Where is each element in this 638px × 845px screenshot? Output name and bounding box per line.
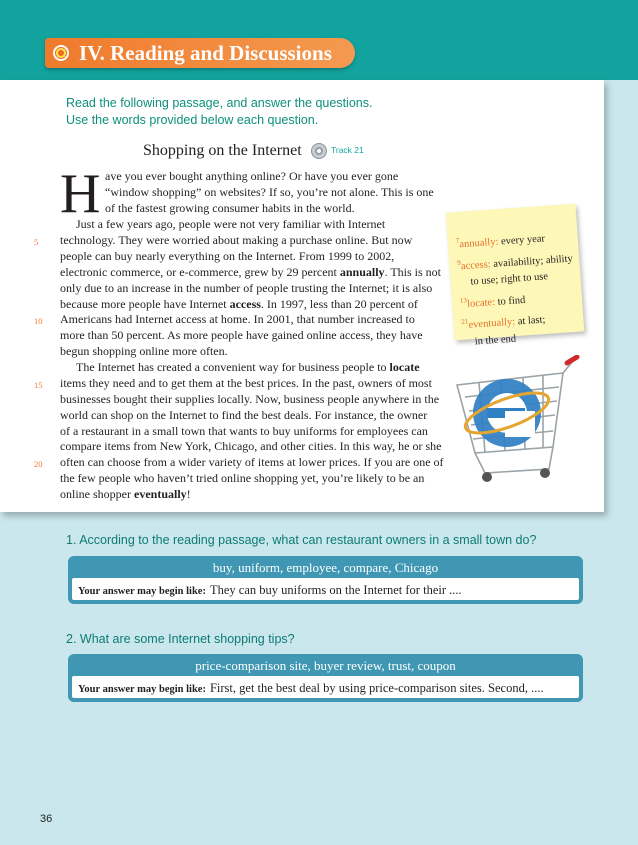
word-list-1: buy, uniform, employee, compare, Chicago — [212, 560, 439, 575]
passage-line: items they need and to get them at the best prices. In the past, owners of most — [60, 376, 432, 390]
instruction-line: Read the following passage, and answer the questions. — [66, 96, 373, 110]
passage-line: technology. They were worried about making a purchase online. But now — [60, 233, 413, 247]
glossary-entry: to use; right to use — [470, 271, 549, 288]
vocab-word: annually — [339, 265, 385, 279]
passage-line: electronic commerce, or e-commerce, grew by 29 percent annually. This is not — [60, 265, 442, 279]
glossary-entry: $^9$access: availability; ability — [456, 252, 574, 272]
answer-prefix: Your answer may begin like: — [78, 684, 206, 695]
vocab-word: eventually — [134, 487, 187, 501]
word-box-2 — [68, 654, 583, 702]
passage-line: often can choose from a wider variety of items at lower prices. If you are one of — [60, 455, 444, 469]
line-number: 15 — [34, 380, 43, 390]
passage-line: businesses bought their supplies locally. Now, business people anywhere in the — [60, 392, 440, 406]
passage-line: The Internet has created a convenient way for business people to locate — [76, 360, 420, 374]
passage-line: compare items from New York, Chicago, and other cities. In this way, he or she — [60, 439, 442, 453]
section-banner — [45, 38, 355, 68]
passage-line: “window shopping” on websites? If so, you’re not alone. This is one — [105, 185, 434, 199]
passage-line: ave you ever bought anything online? Or have you ever gone — [105, 169, 399, 183]
line-number: 5 — [34, 237, 39, 247]
passage-line: Just a few years ago, people were not very familiar with Internet — [76, 217, 386, 231]
answer-prefix: Your answer may begin like: — [78, 586, 206, 597]
page-number: 36 — [40, 813, 53, 825]
instructions — [66, 95, 486, 129]
glossary-entry: $^7$annually: every year — [455, 233, 546, 251]
passage-line: begun shopping online more often. — [60, 344, 228, 358]
line-number: 20 — [34, 459, 43, 469]
glossary-entry: $^{21}$eventually: at last; — [461, 314, 546, 331]
passage-line: world can shop on the Internet to find the best deals. For instance, the owner — [60, 408, 428, 422]
question-1: 1. According to the reading passage, what can restaurant owners in a small town do? — [66, 533, 537, 547]
instruction-line: Use the words provided below each question. — [66, 113, 319, 127]
shopping-cart-image — [445, 355, 585, 490]
word-box-1 — [68, 556, 583, 604]
glossary-entry: $^{13}$locate: to find — [459, 294, 526, 310]
answer-starter-1 — [72, 578, 579, 600]
passage-line: of a restaurant in a small town that wants to buy uniforms for employees can — [60, 424, 428, 438]
passage-line: only due to an increase in the number of people trusting the Internet; it is also — [60, 281, 433, 295]
vocab-word: access — [229, 297, 261, 311]
passage-line: people can buy nearly everything on the Internet. From 1999 to 2002, — [60, 249, 395, 263]
word-list-2: price-comparison site, buyer review, trust, coupon — [195, 658, 456, 673]
answer-start-text: First, get the best deal by using price-comparison sites. Second, .... — [209, 681, 544, 695]
line-number: 10 — [34, 316, 43, 326]
passage-title: Shopping on the Internet — [143, 142, 302, 159]
passage-line: because more people have Internet access. In 1997, less than 20 percent of — [60, 297, 418, 311]
track-label: Track 21 — [331, 145, 364, 155]
passage-line: more than 50 percent. As more people have gained online access, they have — [60, 328, 423, 342]
target-icon — [53, 45, 69, 61]
question-2: 2. What are some Internet shopping tips? — [66, 632, 295, 646]
vocab-word: locate — [389, 360, 420, 374]
passage-line: the few people who haven’t tried online shopping yet, you’re likely to be an — [60, 471, 425, 485]
passage-line: online shopper eventually! — [60, 487, 191, 501]
answer-start-text: They can buy uniforms on the Internet for their .... — [209, 583, 462, 597]
glossary-note — [446, 204, 585, 347]
passage-line: Americans had Internet access at home. In 2001, that number increased to — [60, 312, 415, 326]
answer-starter-2 — [72, 676, 579, 698]
glossary-entry: in the end — [474, 333, 517, 347]
section-title: IV. Reading and Discussions — [79, 41, 332, 65]
audio-cd-icon — [311, 143, 327, 159]
drop-cap: H — [60, 163, 101, 225]
passage-line: of the fastest growing consumer habits in the world. — [105, 201, 355, 215]
